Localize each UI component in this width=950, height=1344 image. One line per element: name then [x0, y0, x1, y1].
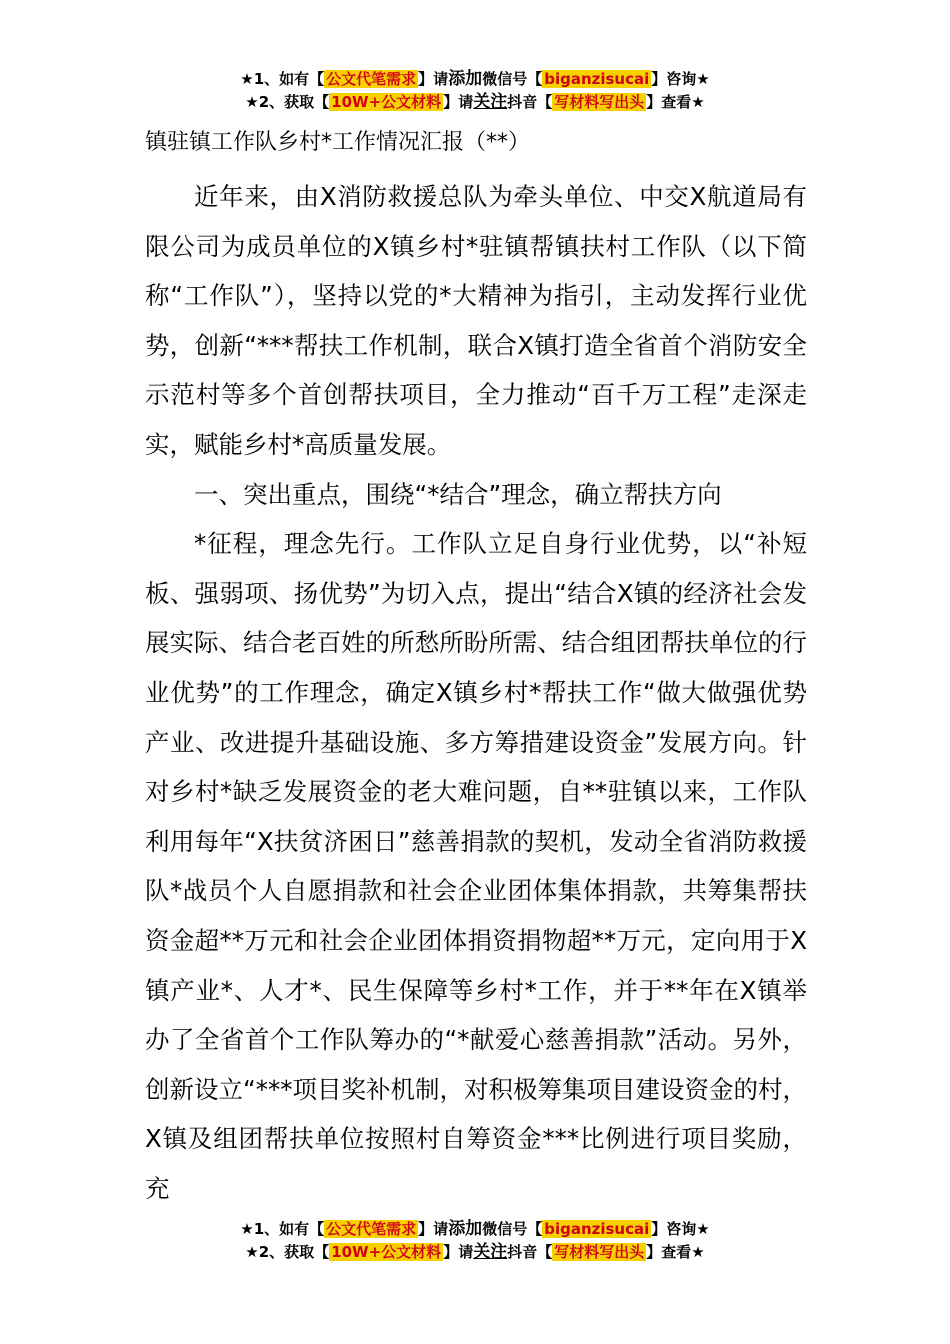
promo-text: 抖音【	[507, 1243, 553, 1261]
promo-highlight: 10W+公文材料	[331, 1243, 442, 1261]
promo-text: 】请	[443, 1243, 474, 1261]
promo-douyin-id: 写材料写出头	[554, 93, 645, 111]
promo-text: ★2、获取【	[245, 1243, 330, 1261]
paragraph-section-1: *征程，理念先行。工作队立足自身行业优势，以“补短板、强弱项、扬优势”为切入点，提出“结合X镇的经济社会发展实际、结合老百姓的所愁所盼所需、结合组团帮扶单位的行业优势”的工作理念，确定X镇乡村*帮扶工作“做大做强优势产业、改进提升基础设施、多方筹措建设资金”发展方向。针对乡村*缺乏发展资金的老大难问题，自**驻镇以来，工作队利用每年“X扶贫济困日”慈善捐款的契机，发动全省消防救援队*战员个人自愿捐款和社会企业团体集体捐款，共筹集帮扶资金超**万元和社会企业团体捐资捐物超**万元，定向用于X镇产业*、人才*、民生保障等乡村*工作，并于**年在X镇举办了全省首个工作队筹办的“*献爱心慈善捐款”活动。另外，创新设立“***项目奖补机制，对积极筹集项目建设资金的村，X镇及组团帮扶单位按照村自筹资金***比例进行项目奖励，充	[145, 529, 807, 1203]
promo-text: 】咨询★	[651, 70, 710, 88]
promo-wechat-id: biganzisucai	[544, 1220, 650, 1238]
promo-highlight: 10W+公文材料	[331, 93, 442, 111]
promo-line-2	[0, 1241, 950, 1264]
promo-douyin-id: 写材料写出头	[554, 1243, 645, 1261]
promo-text: 】请	[418, 70, 449, 88]
promo-text: 】请	[443, 93, 474, 111]
promo-highlight: 公文代笔需求	[326, 1220, 417, 1238]
promo-text: 】查看★	[646, 93, 705, 111]
promo-text: 】请	[418, 1220, 449, 1238]
promo-wechat-id: biganzisucai	[544, 70, 650, 88]
promo-line-1	[0, 68, 950, 91]
promo-emphasis: 关注	[473, 1242, 508, 1262]
section-heading: 一、突出重点，围绕“*结合”理念，确立帮扶方向	[194, 479, 722, 509]
promo-text: 微信号【	[482, 1220, 543, 1238]
promo-line-2	[0, 91, 950, 114]
promo-highlight: 公文代笔需求	[326, 70, 417, 88]
promo-text: ★1、如有【	[240, 1220, 325, 1238]
document-title: 镇驻镇工作队乡村*工作情况汇报（**）	[145, 130, 531, 155]
promo-text: 】咨询★	[651, 1220, 710, 1238]
promo-line-1	[0, 1218, 950, 1241]
promo-text: ★1、如有【	[240, 70, 325, 88]
document-body	[145, 172, 807, 1213]
promo-banner-top	[0, 68, 950, 114]
paragraph-intro: 近年来，由X消防救援总队为牵头单位、中交X航道局有限公司为成员单位的X镇乡村*驻镇帮镇扶村工作队（以下简称“工作队”），坚持以党的*大精神为指引，主动发挥行业优势，创新“***帮扶工作机制，联合X镇打造全省首个消防安全示范村等多个首创帮扶项目，全力推动“百千万工程”走深走实，赋能乡村*高质量发展。	[145, 182, 807, 459]
promo-emphasis: 添加	[448, 69, 483, 89]
promo-text: 微信号【	[482, 70, 543, 88]
promo-banner-bottom	[0, 1218, 950, 1264]
promo-text: ★2、获取【	[245, 93, 330, 111]
promo-emphasis: 关注	[473, 92, 508, 112]
promo-emphasis: 添加	[448, 1219, 483, 1239]
promo-text: 】查看★	[646, 1243, 705, 1261]
promo-text: 抖音【	[507, 93, 553, 111]
